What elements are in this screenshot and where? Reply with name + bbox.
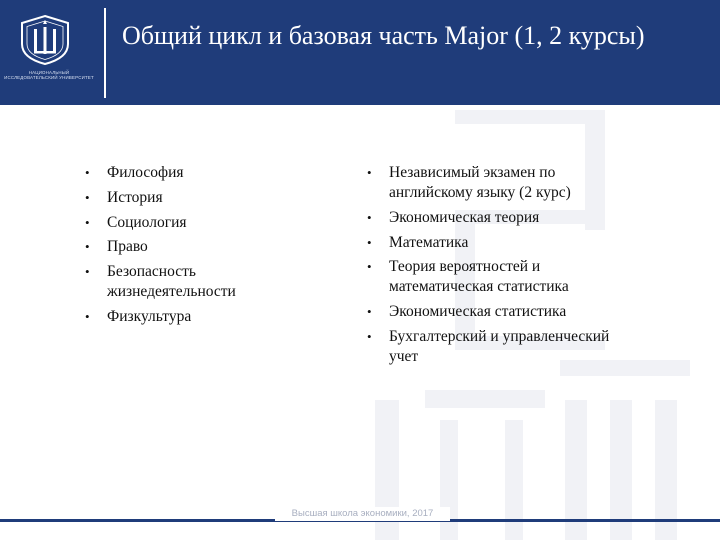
list-item-text: Бухгалтерский и управленческий учет (389, 327, 610, 365)
bullet-icon: • (367, 259, 372, 275)
list-item (362, 302, 637, 322)
list-item (80, 188, 310, 208)
hse-emblem-icon (14, 14, 76, 66)
bullet-icon: • (367, 234, 372, 250)
list-item-text: Независимый экзамен по английскому языку (2 курс) (389, 164, 571, 201)
list-item-text: История (107, 188, 163, 206)
list-item-text: Экономическая теория (389, 208, 540, 226)
list-item (80, 163, 310, 183)
list-item (80, 307, 310, 327)
bullet-icon: • (85, 214, 90, 230)
left-subject-list (80, 163, 310, 332)
list-item (362, 163, 637, 203)
header-divider (104, 8, 106, 98)
list-item-text: Физкультура (107, 307, 192, 325)
bullet-icon: • (85, 308, 90, 324)
list-item (80, 213, 310, 233)
list-item (362, 208, 637, 228)
bullet-icon: • (367, 165, 372, 180)
bullet-icon: • (85, 264, 90, 280)
list-item-text: Теория вероятностей и математическая статистика (389, 258, 569, 296)
list-item-text: Философия (107, 164, 184, 181)
slide-header (0, 0, 720, 105)
bullet-icon: • (367, 304, 372, 320)
list-item-text: Математика (389, 233, 469, 251)
hse-logo (0, 0, 104, 105)
logo-caption: НАЦИОНАЛЬНЫЙ ИССЛЕДОВАТЕЛЬСКИЙ УНИВЕРСИТЕТ (4, 70, 94, 81)
bullet-icon: • (367, 209, 372, 225)
bullet-icon: • (85, 165, 90, 180)
slide-title: Общий цикл и базовая часть Major (1, 2 курсы) (122, 21, 645, 50)
list-item-text: Социология (107, 213, 187, 231)
list-item (362, 257, 637, 297)
list-item-text: Право (107, 238, 148, 256)
right-subject-list (362, 163, 637, 372)
list-item (362, 327, 637, 367)
bullet-icon: • (85, 239, 90, 255)
footer-caption: Высшая школа экономики, 2017 (275, 507, 450, 521)
bullet-icon: • (85, 189, 90, 205)
list-item-text: Экономическая статистика (389, 303, 567, 321)
list-item (362, 233, 637, 253)
bullet-icon: • (367, 328, 372, 344)
list-item (80, 262, 310, 302)
list-item (80, 237, 310, 257)
list-item-text: Безопасность жизнедеятельности (107, 263, 236, 301)
